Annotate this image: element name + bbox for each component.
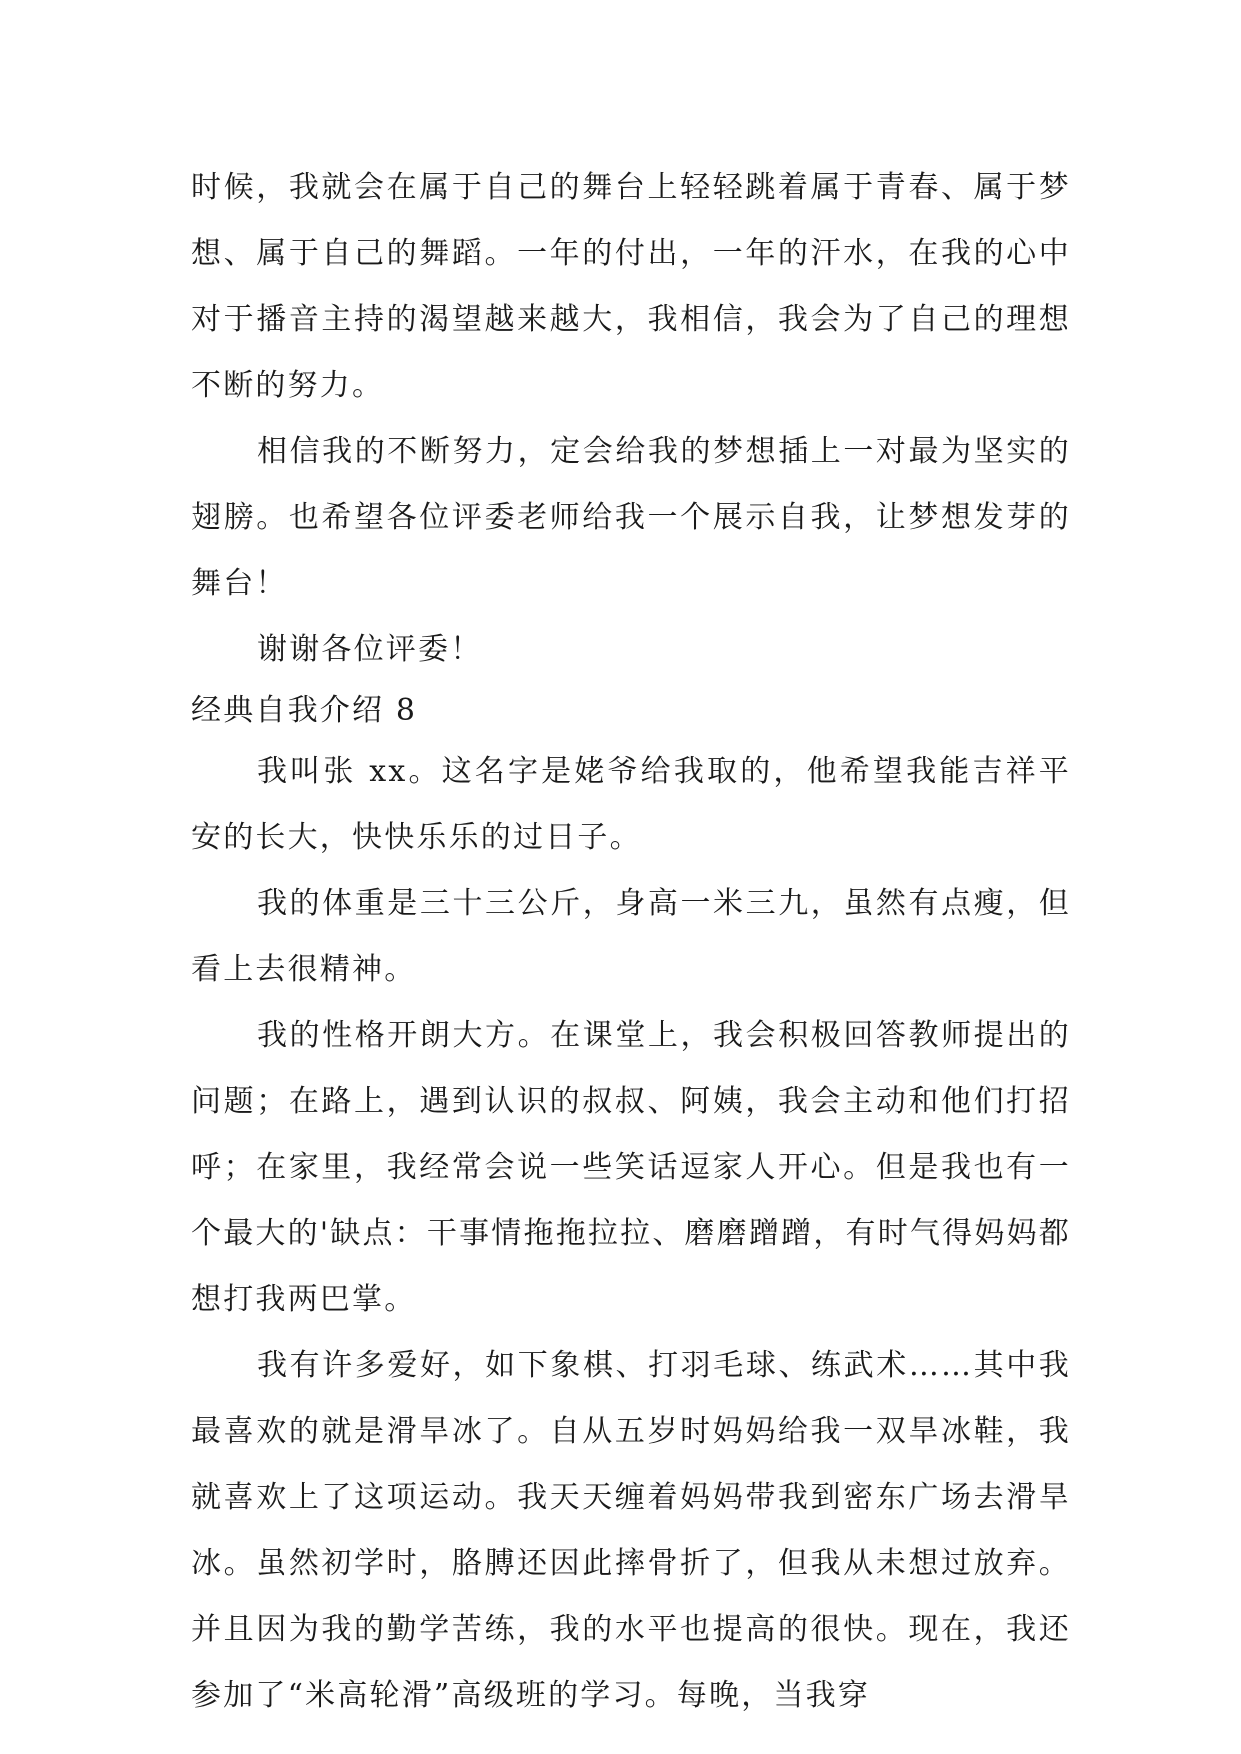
document-body: [191, 155, 1071, 1729]
paragraph-wings: 相信我的不断努力，定会给我的梦想插上一对最为坚实的翅膀。也希望各位评委老师给我一个展示自我，让梦想发芽的舞台！: [191, 434, 1071, 601]
paragraph-personality: 我的性格开朗大方。在课堂上，我会积极回答教师提出的问题；在路上，遇到认识的叔叔、阿姨，我会主动和他们打招呼；在家里，我经常会说一些笑话逗家人开心。但是我也有一个最大的'缺点：干事情拖拖拉拉、磨磨蹭蹭，有时气得妈妈都想打我两巴掌。: [191, 1018, 1071, 1317]
paragraph-name: 我叫张 xx。这名字是姥爷给我取的，他希望我能吉祥平安的长大，快快乐乐的过日子。: [191, 754, 1071, 855]
paragraph-thanks: 谢谢各位评委！: [257, 632, 483, 667]
paragraph-body-stats: 我的体重是三十三公斤，身高一米三九，虽然有点瘦，但看上去很精神。: [191, 886, 1071, 987]
paragraph-continuation: 时候，我就会在属于自己的舞台上轻轻跳着属于青春、属于梦想、属于自己的舞蹈。一年的付出，一年的汗水，在我的心中对于播音主持的渴望越来越大，我相信，我会为了自己的理想不断的努力。: [191, 170, 1071, 403]
paragraph-hobbies: 我有许多爱好，如下象棋、打羽毛球、练武术……其中我最喜欢的就是滑旱冰了。自从五岁时妈妈给我一双旱冰鞋，我就喜欢上了这项运动。我天天缠着妈妈带我到密东广场去滑旱冰。虽然初学时，胳膊还因此摔骨折了，但我从未想过放弃。并且因为我的勤学苦练，我的水平也提高的很快。现在，我还参加了“米高轮滑”高级班的学习。每晚，当我穿: [191, 1348, 1071, 1713]
section-heading: 经典自我介绍 8: [191, 693, 418, 728]
